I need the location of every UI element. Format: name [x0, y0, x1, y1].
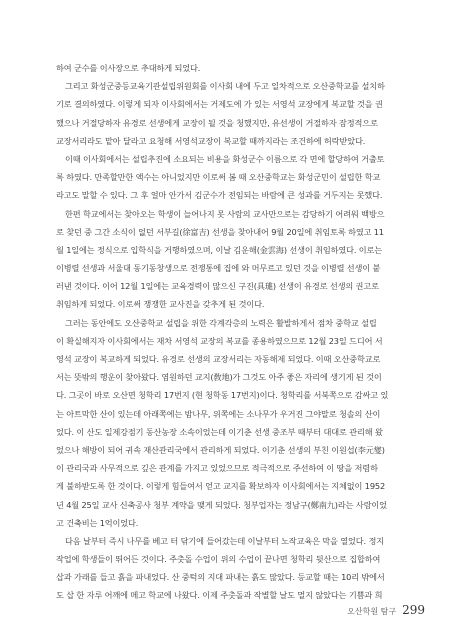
text-line: 었다. 이 산도 일제강점기 동산농장 소속이었는데 이기춘 선생 중조부 때부터 대대로 관리해 왔: [56, 426, 383, 437]
text-line: 기로 결의하였다. 이렇게 되자 이사회에서는 거제도에 가 있는 서영석 교장에게 복교할 것을 권: [56, 99, 383, 110]
body-text: [56, 59, 426, 605]
text-line: 하여 군수를 이사장으로 추대하게 되었다.: [56, 63, 201, 73]
text-line: 이병렬 선생과 서울대 동기동창생으로 전쟁통에 집에 와 머무르고 있던 것을 이병렬 선생이 붙: [56, 263, 381, 274]
text-line: 록 하였다. 만족할만한 액수는 아니었지만 이로써 봄 때 오산중학교는 화성군민이 설립한 학교: [56, 172, 381, 183]
text-line: 교장서리라도 맡아 달라고 요청해 서영석교장이 복교할 때까지라는 조건하에 허락받았다.: [56, 135, 366, 146]
text-line: 었으나 해방이 되어 귀속 재산관리국에서 관리하게 되었다. 이기춘 선생의 부친 이원섭(李元燮): [56, 444, 385, 455]
text-line: 로 찾던 중 그간 소식이 없던 서부길(徐富吉) 선생을 찾아내어 9월 20일에 취임토록 하였고 11: [56, 226, 384, 237]
text-line: 삽과 가래를 들고 흙을 파내었다. 산 중턱의 지대 파내는 흙도 많았다. 등교할 때는 10리 밖에서: [56, 572, 385, 583]
text-line: 서는 뜻밖의 행운이 찾아왔다. 염원하던 교지(敎地)가 그것도 아주 좋은 자리에 생기게 된 것이: [56, 372, 382, 383]
text-line: 라고도 말할 수 있다. 그 후 얼마 안가서 김군수가 전임되는 바람에 큰 성과를 거두지는 못했다.: [56, 190, 383, 201]
text-line: 취임하게 되었다. 이로써 쟁쟁한 교사진을 갖추게 된 것이다.: [56, 299, 265, 310]
text-line: 는 아트막한 산이 있는데 아래쪽에는 밤나무, 위쪽에는 소나무가 우거진 그야말로 청솔의 산이: [56, 408, 381, 419]
running-footer-title: 오산학원 탐구: [347, 607, 397, 616]
text-line: 했으나 거절당하자 유경로 선생에게 교장이 될 것을 청했지만, 유선생이 거절하자 잠정적으로: [56, 117, 378, 128]
text-line: 영석 교장이 복교하게 되었다. 유경로 선생의 교장서리는 자동해제 되었다. 이때 오산중학교로: [56, 354, 381, 364]
text-line: 이때 이사회에서는 설립추진에 소요되는 비용을 화성군수 이름으로 각 면에 할당하여 거출토: [65, 153, 385, 164]
text-line: 한편 학교에서는 찾아오는 학생이 늘어나지 못 사람의 교사만으로는 감당하기 어려워 백방으: [65, 208, 385, 219]
page-footer: [347, 603, 425, 617]
text-line: 이 관리국과 사무적으로 깊은 관계를 가지고 있었으므로 적극적으로 주선하여 이 땅을 저렴하: [56, 463, 378, 474]
text-line: 러낸 것이다. 이어 12월 1일에는 교육경력이 많으신 구진(具璡) 선생이 유경로 선생의 권고로: [56, 281, 379, 292]
text-line: 그리고 화성군중등교육기관설립위원회를 이사회 내에 두고 일차적으로 오산중학교를 설치하: [65, 81, 385, 92]
text-line: 월 1일에는 정식으로 입학식을 거행하였으며, 이날 김운해(金雲海) 선생이 취임하였다. 이로는: [56, 244, 383, 255]
text-line: 년 4월 25일 교사 신축공사 청부 계약을 맺게 되었다. 청부업자는 정남구(鄭南九)라는 사람이었: [56, 499, 387, 510]
text-line: 고 건축비는 1억이었다.: [56, 517, 139, 528]
text-line: 다음 날부터 즉시 나무를 베고 터 닦기에 들어갔는데 이날부터 노작교육은 막을 열었다. 정지: [65, 535, 384, 546]
text-line: 도 삽 한 자루 어깨에 메고 학교에 나왔다. 이제 주춧돌과 작별할 날도 멀지 않았다는 기쁨과 희: [56, 590, 383, 601]
text-line: 다. 그곳이 바로 오산면 청학리 17번지 (현 청학동 17번지)이다. 청학리를 서북쪽으로 감싸고 있: [56, 390, 389, 401]
text-line: 작업에 학생들이 뛰어든 것이다. 주춧돌 수업이 위의 수업이 끝나면 청학리 뒷산으로 집합하여: [56, 554, 381, 565]
page-number: 299: [402, 603, 425, 617]
text-line: 게 불하받도록 한 것이다. 이렇게 힘들여서 얻고 교지를 확보하자 이사회에서는 지체없이 1952: [56, 481, 385, 492]
text-line: 이 확실해지자 이사회에서는 재차 서영석 교장의 복교를 종용하였으므로 12월 23일 드디어 서: [56, 335, 383, 346]
text-line: 그러는 동안에도 오산중학교 설립을 위한 각계각층의 노력은 활발하게서 점차 중학교 설립: [65, 317, 377, 328]
